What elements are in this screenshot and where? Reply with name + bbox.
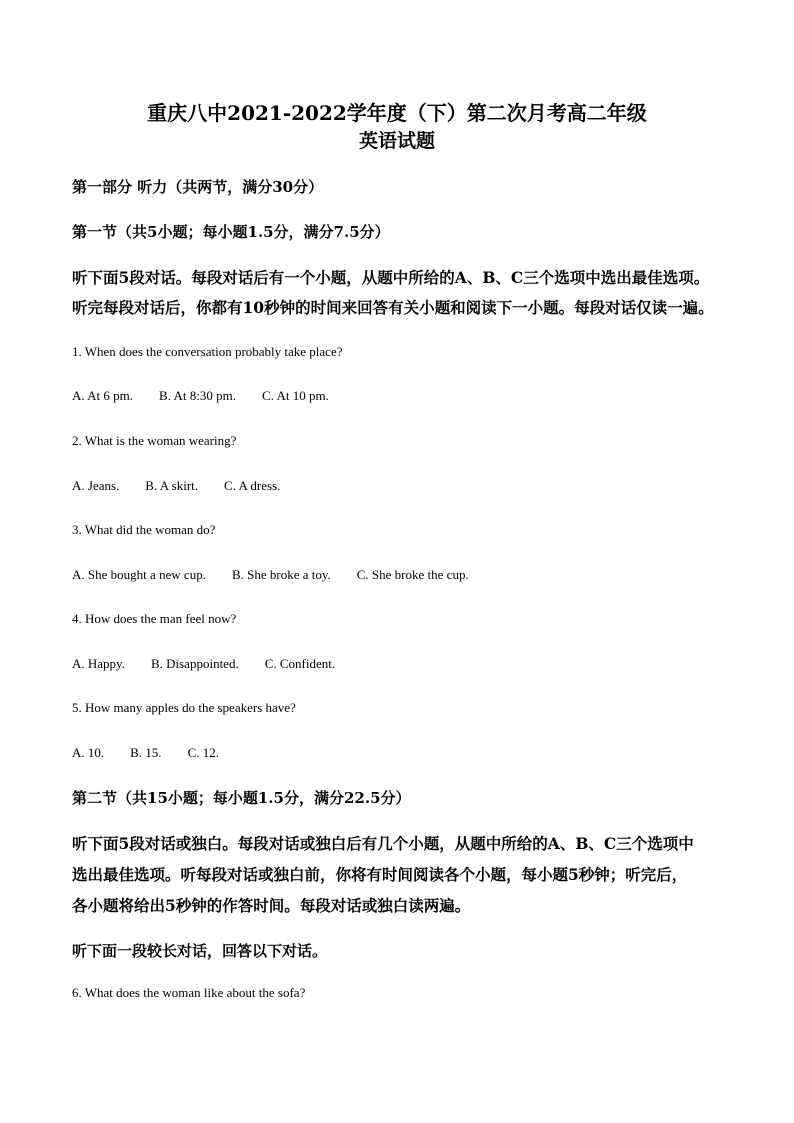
option-c: C. She broke the cup. — [356, 567, 469, 582]
question-text: 6. What does the woman like about the sofa? — [72, 985, 306, 1000]
section1-heading: 第一节（共5小题；每小题1.5分，满分7.5分） — [72, 223, 390, 241]
question-text: 3. What did the woman do? — [72, 522, 216, 537]
section2-instruction-line: 听下面5段对话或独白。每段对话或独白后有几个小题，从题中所给的A、B、C三个选项中 — [72, 834, 694, 853]
option-a: A. Jeans. — [72, 478, 120, 493]
section1-instruction-line: 听完每段对话后，你都有10秒钟的时间来回答有关小题和阅读下一小题。每段对话仅读一遍。 — [72, 298, 714, 317]
section2-instruction-line: 选出最佳选项。听每段对话或独白前，你将有时间阅读各个小题，每小题5秒钟；听完后， — [72, 865, 688, 884]
option-a: A. 10. — [72, 745, 105, 760]
option-a: A. At 6 pm. — [72, 388, 134, 403]
section2-heading: 第二节（共15小题；每小题1.5分，满分22.5分） — [72, 789, 411, 807]
option-c: C. 12. — [187, 745, 219, 760]
option-a: A. Happy. — [72, 656, 125, 671]
question-options — [72, 478, 306, 494]
part1-heading: 第一部分 听力（共两节，满分30分） — [72, 178, 324, 196]
question-text: 5. How many apples do the speakers have? — [72, 700, 296, 715]
question-text: 4. How does the man feel now? — [72, 611, 237, 626]
section1-instruction-line: 听下面5段对话。每段对话后有一个小题，从题中所给的A、B、C三个选项中选出最佳选项。 — [72, 268, 710, 287]
option-c: C. At 10 pm. — [261, 388, 329, 403]
option-a: A. She bought a new cup. — [72, 567, 206, 582]
question-options — [72, 388, 355, 404]
option-b: B. A skirt. — [145, 478, 199, 493]
option-b: B. She broke a toy. — [231, 567, 331, 582]
option-b: B. At 8:30 pm. — [159, 388, 236, 403]
option-b: B. Disappointed. — [150, 656, 239, 671]
option-c: C. Confident. — [264, 656, 336, 671]
option-b: B. 15. — [130, 745, 162, 760]
subject-title: 英语试题 — [358, 130, 435, 152]
option-c: C. A dress. — [224, 478, 281, 493]
question-text: 1. When does the conversation probably take place? — [72, 344, 343, 359]
question-options — [72, 656, 361, 672]
section2-subheading: 听下面一段较长对话，回答以下对话。 — [72, 942, 328, 960]
question-text: 2. What is the woman wearing? — [72, 433, 237, 448]
exam-title: 重庆八中2021-2022学年度（下）第二次月考高二年级 — [147, 101, 647, 125]
question-options — [72, 567, 495, 583]
section2-instruction-line: 各小题将给出5秒钟的作答时间。每段对话或独白读两遍。 — [72, 896, 471, 915]
question-options — [72, 745, 245, 761]
